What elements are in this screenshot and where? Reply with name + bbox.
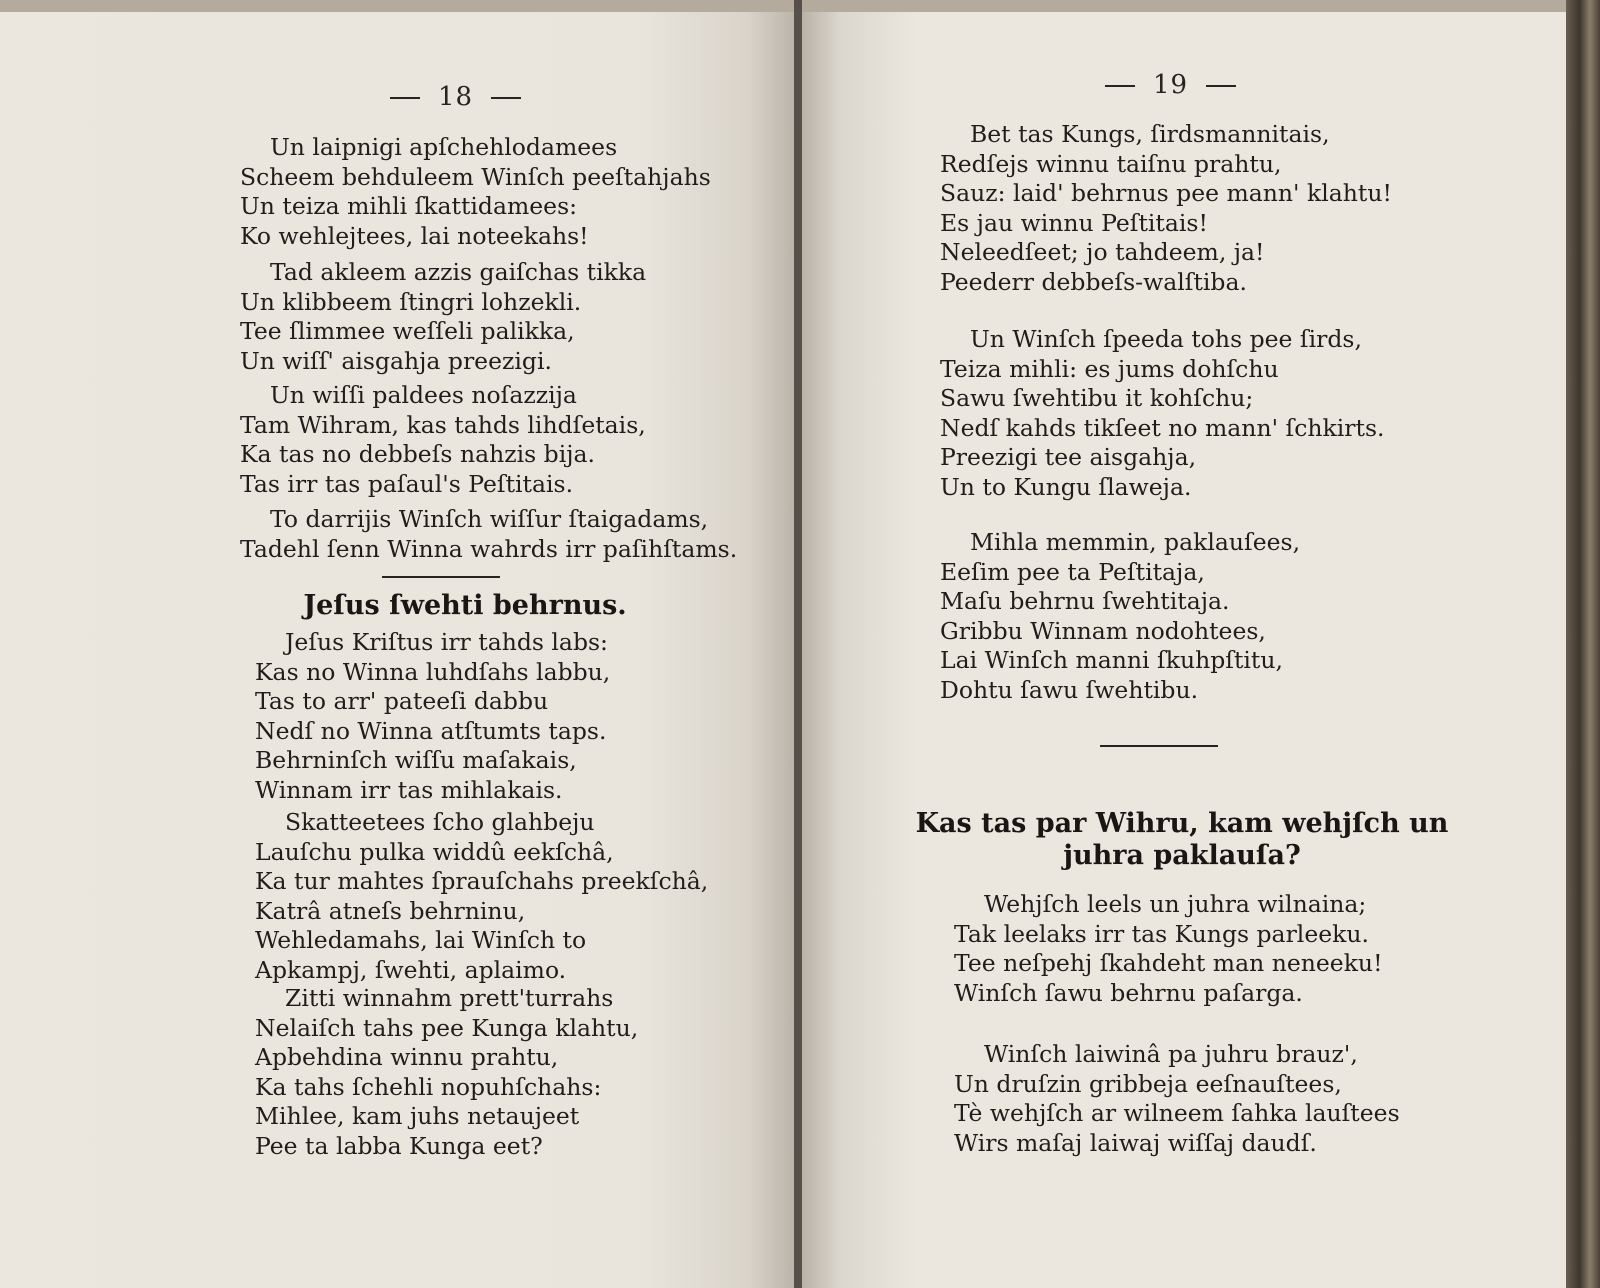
right-page — [802, 0, 1566, 1288]
section-divider — [1100, 745, 1218, 747]
verse-line: Winſch ſawu behrnu paſarga. — [954, 978, 1303, 1007]
verse-line: Un druſzin gribbeja eeſnauſtees, — [954, 1069, 1342, 1098]
section-title: Jeſus ſwehti behrnus. — [303, 590, 627, 621]
verse-line: Kas no Winna luhdſahs labbu, — [255, 657, 611, 686]
verse-line: Un laipnigi apſchehlodamees — [270, 133, 618, 161]
dash — [390, 97, 420, 99]
verse-line: Ka tur mahtes ſprauſchahs preekſchâ, — [255, 867, 709, 895]
verse-line: Katrâ atneſs behrninu, — [255, 896, 526, 925]
verse-line: Ka tahs ſchehli nopuhſchahs: — [255, 1072, 602, 1101]
verse-line: Pee ta labba Kunga eet? — [255, 1131, 543, 1160]
verse-line: Nelaiſch tahs pee Kunga klahtu, — [255, 1013, 639, 1042]
verse-line: Sauz: laid' behrnus pee mann' klahtu! — [940, 179, 1392, 207]
right-section-stanza-1 — [954, 890, 1383, 1008]
verse-line: Tee ſlimmee weſſeli palikka, — [240, 317, 575, 345]
section-title-line-1: Kas tas par Wihru, kam wehjſch un — [915, 808, 1449, 839]
verse-line: Ko wehlejtees, lai noteekahs! — [240, 221, 589, 250]
verse-line: Ka tas no debbeſs nahzis bija. — [240, 440, 595, 468]
verse-line: Gribbu Winnam nodohtees, — [940, 616, 1266, 645]
verse-line: Peederr debbeſs-walſtiba. — [940, 267, 1247, 296]
section-title-line-2: juhra paklauſa? — [1063, 840, 1301, 871]
left-section-stanza-1 — [255, 628, 610, 805]
verse-line: Un to Kungu ſlaweja. — [940, 472, 1192, 501]
verse-line: Apkampj, ſwehti, aplaimo. — [255, 955, 567, 984]
verse-line: Wirs maſaj laiwaj wiſſaj daudſ. — [954, 1128, 1317, 1157]
right-stanza-1 — [940, 120, 1392, 297]
verse-line: Es jau winnu Peſtitais! — [940, 208, 1208, 237]
left-page — [0, 0, 796, 1288]
verse-line: Maſu behrnu ſwehtitaja. — [940, 587, 1230, 615]
verse-line: Sawu ſwehtibu it kohſchu; — [940, 384, 1254, 412]
right-section-stanza-2 — [954, 1040, 1400, 1158]
verse-line: Un Winſch ſpeeda tohs pee ſirds, — [970, 325, 1362, 353]
left-stanza-3 — [240, 381, 646, 499]
verse-line: Zitti winnahm prett'turrahs — [285, 984, 614, 1012]
verse-line: Mihlee, kam juhs netaujeet — [255, 1102, 580, 1130]
verse-line: Redſejs winnu taiſnu prahtu, — [940, 149, 1282, 178]
verse-line: Lai Winſch manni ſkuhpſtitu, — [940, 646, 1283, 674]
verse-line: Mihla memmin, paklauſees, — [970, 528, 1301, 556]
verse-line: Scheem behduleem Winſch peeſtahjahs — [240, 162, 711, 191]
verse-line: Behrninſch wiſſu maſakais, — [255, 746, 577, 774]
page-number-right — [1087, 70, 1254, 100]
verse-line: Un wiſſi paldees noſazzija — [270, 381, 577, 409]
verse-line: Preezigi tee aisgahja, — [940, 443, 1197, 471]
verse-line: Lauſchu pulka widdû eekſchâ, — [255, 837, 614, 866]
verse-line: Winſch laiwinâ pa juhru brauz', — [984, 1040, 1358, 1068]
verse-line: Tad akleem azzis gaiſchas tikka — [270, 258, 647, 286]
verse-line: Tas irr tas paſaul's Peſtitais. — [240, 469, 574, 498]
verse-line: Jeſus Kriſtus irr tahds labs: — [285, 628, 608, 656]
right-stanza-3 — [940, 528, 1300, 705]
verse-line: To darrijis Winſch wiſſur ſtaigadams, — [270, 505, 709, 533]
page-number-text: 19 — [1153, 70, 1189, 100]
verse-line: Un wiſſ' aisgahja preezigi. — [240, 346, 552, 375]
verse-line: Un klibbeem ſtingri lohzekli. — [240, 287, 582, 316]
left-section-stanza-2 — [255, 808, 708, 985]
page-top-edge — [0, 0, 796, 12]
verse-line: Neleedſeet; jo tahdeem, ja! — [940, 238, 1265, 266]
verse-line: Tak leelaks irr tas Kungs parleeku. — [954, 919, 1369, 948]
dash — [1206, 85, 1236, 87]
left-stanza-2 — [240, 258, 646, 376]
verse-line: Wehjſch leels un juhra wilnaina; — [984, 890, 1367, 918]
verse-line: Tam Wihram, kas tahds lihdſetais, — [240, 410, 646, 439]
left-section-stanza-3 — [255, 984, 638, 1161]
verse-line: Wehledamahs, lai Winſch to — [255, 926, 587, 954]
book-fore-edge — [1566, 0, 1600, 1288]
page-number-left — [372, 82, 539, 112]
dash — [1105, 85, 1135, 87]
verse-line: Tè wehjſch ar wilneem ſahka lauſtees — [954, 1099, 1400, 1127]
verse-line: Winnam irr tas mihlakais. — [255, 775, 563, 804]
verse-line: Tee neſpehj ſkahdeht man neneeku! — [954, 949, 1383, 977]
verse-line: Skatteetees ſcho glahbeju — [285, 808, 595, 836]
right-stanza-2 — [940, 325, 1384, 502]
verse-line: Tadehl ſenn Winna wahrds irr paſihſtams. — [240, 534, 738, 563]
verse-line: Nedſ kahds tikſeet no mann' ſchkirts. — [940, 413, 1385, 442]
page-number-text: 18 — [438, 82, 474, 112]
verse-line: Dohtu ſawu ſwehtibu. — [940, 675, 1199, 704]
page-top-edge — [802, 0, 1566, 12]
verse-line: Bet tas Kungs, ſirdsmannitais, — [970, 120, 1330, 148]
verse-line: Un teiza mihli ſkattidamees: — [240, 192, 578, 220]
section-divider — [382, 576, 500, 578]
left-stanza-1 — [240, 133, 711, 251]
verse-line: Teiza mihli: es jums dohſchu — [940, 354, 1279, 383]
dash — [491, 97, 521, 99]
verse-line: Eeſim pee ta Peſtitaja, — [940, 557, 1205, 586]
verse-line: Apbehdina winnu prahtu, — [255, 1043, 559, 1071]
left-stanza-4 — [240, 505, 737, 564]
verse-line: Tas to arr' pateeſi dabbu — [255, 687, 549, 715]
verse-line: Nedſ no Winna atſtumts taps. — [255, 716, 607, 745]
